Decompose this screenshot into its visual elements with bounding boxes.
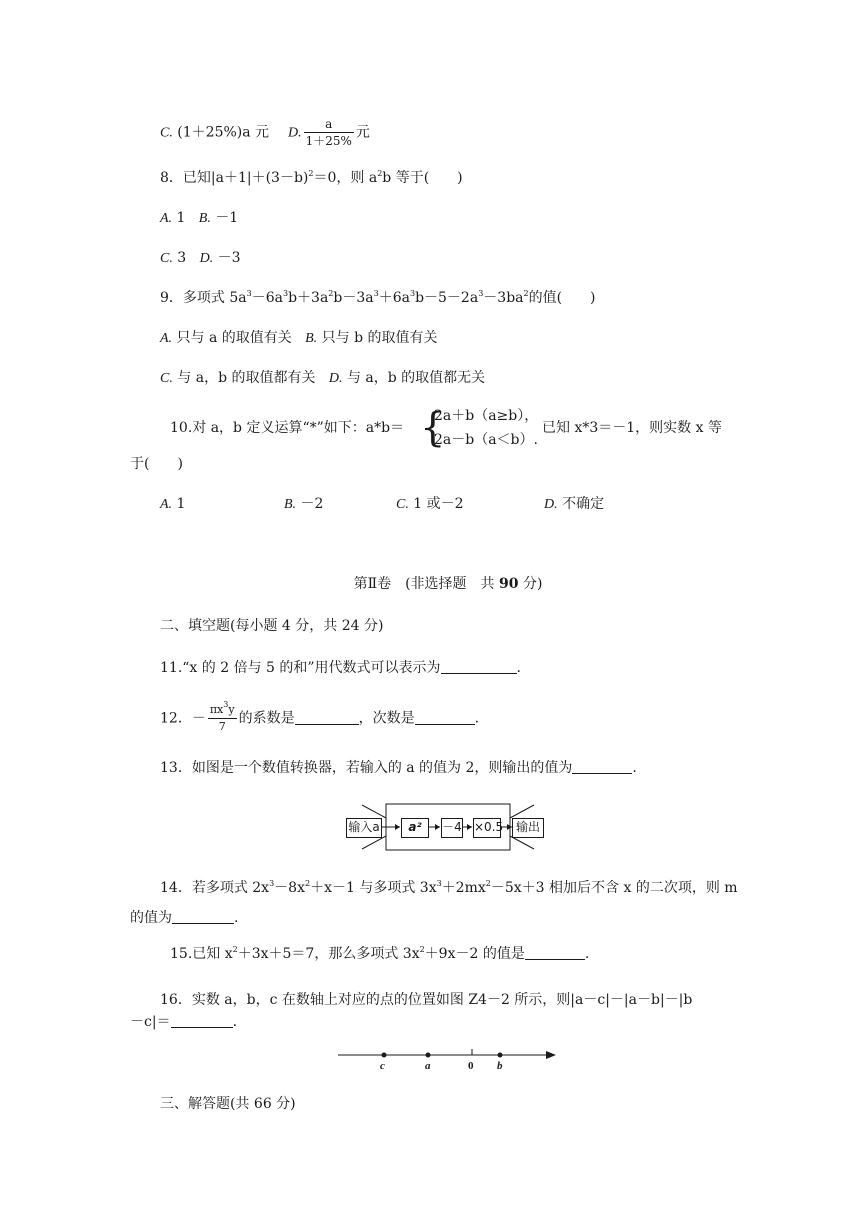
- q16-end: .: [232, 1014, 238, 1030]
- q14-p4: ＋2mx: [441, 880, 486, 896]
- q14-p1: 14．若多项式 2x: [160, 880, 270, 896]
- q13-text: 13．如图是一个数值转换器，若输入的 a 的值为 2，则输出的值为: [160, 760, 573, 776]
- q14-e1: 3: [269, 879, 275, 888]
- q9-p3: b＋3a: [288, 290, 329, 306]
- section2-title: [0, 574, 860, 594]
- q13-box-output: 输出: [512, 818, 544, 838]
- q13-box-square: a²: [401, 818, 429, 838]
- q15: [170, 944, 589, 964]
- q8-exp2: 2: [377, 169, 383, 178]
- q9-e5: 3: [409, 289, 416, 298]
- q12-blank-1[interactable]: [295, 710, 359, 725]
- q13-end: .: [632, 760, 637, 776]
- point-a: [426, 1053, 431, 1058]
- q8-b-label: B.: [198, 211, 211, 226]
- section2-title-c: 分): [518, 576, 543, 592]
- q10-b-text: －2: [300, 496, 324, 512]
- point-b: [498, 1053, 503, 1058]
- q16-number-line: [336, 1046, 560, 1066]
- q12-denominator: 7: [208, 718, 237, 735]
- q9-stem: [160, 288, 596, 308]
- q8-b-text: －1: [215, 210, 239, 226]
- q8-suffix: b 等于( ): [382, 170, 463, 186]
- q14-line2-text: 的值为: [130, 910, 172, 926]
- q8-stem: [160, 168, 463, 188]
- q10-brace: {: [420, 405, 446, 451]
- q10-a-text: 1: [176, 496, 186, 512]
- part3-heading: 三、解答题(共 66 分): [160, 1096, 296, 1112]
- q14-answer-blank[interactable]: [172, 909, 234, 924]
- q8-mid: ＝0，则 a: [313, 170, 378, 186]
- q14-e4: 2: [485, 879, 491, 888]
- q12-num-a: πx: [209, 703, 224, 716]
- q12-prefix: 12．－: [160, 710, 206, 727]
- q9-a-label: A.: [160, 331, 173, 346]
- section2-title-score: 90: [499, 576, 519, 592]
- q13-deco-line: [362, 805, 386, 818]
- q13-arrowhead: [467, 824, 472, 830]
- q9-p4: b－3a: [333, 290, 374, 306]
- q10-prefix: 10.对 a，b 定义运算“*”如下：a*b＝: [170, 420, 405, 436]
- q12-mid: 的系数是: [238, 710, 295, 727]
- q10-option-b: [284, 494, 323, 515]
- q7-option-c-label: C.: [160, 125, 173, 141]
- q9-a-text: 只与 a 的取值有关: [176, 330, 292, 346]
- q13-arrowhead: [435, 824, 440, 830]
- label-zero: 0: [468, 1060, 474, 1072]
- q12-num-e1: 3: [223, 700, 229, 709]
- q10-c-text: 1 或－2: [413, 496, 464, 512]
- q11-answer-blank[interactable]: [441, 659, 517, 674]
- q16-line2-text: －c|＝: [130, 1014, 171, 1030]
- q16-answer-blank[interactable]: [171, 1013, 233, 1028]
- q9-c-text: 与 a，b 的取值都有关: [177, 370, 316, 386]
- q9-e3: 2: [328, 289, 334, 298]
- q13-arrowhead: [395, 824, 400, 830]
- q15-answer-blank[interactable]: [525, 945, 585, 960]
- q9-d-label: D.: [328, 371, 343, 386]
- q15-p1: 15.已知 x: [170, 946, 233, 962]
- q10-a-label: A.: [160, 497, 173, 512]
- point-c: [382, 1053, 387, 1058]
- q14-end: .: [234, 910, 239, 926]
- q9-p8: 的值( ): [528, 290, 596, 306]
- q8-prefix: 8．已知|a＋1|＋(3－b): [160, 170, 309, 186]
- q13-answer-blank[interactable]: [572, 759, 632, 774]
- q10-option-c: [396, 494, 464, 515]
- q9-p1: 9．多项式 5a: [160, 290, 247, 306]
- q8-a-text: 1: [176, 210, 186, 226]
- q15-e2: 2: [419, 945, 425, 954]
- q11-text: 11.“x 的 2 倍与 5 的和”用代数式可以表示为: [160, 660, 441, 676]
- label-c: c: [380, 1060, 385, 1072]
- q12-fraction: [208, 702, 237, 735]
- q7-d-denominator: 1＋25%: [305, 134, 352, 148]
- q12: [160, 702, 479, 735]
- q12-blank-2[interactable]: [415, 710, 475, 725]
- q15-p3: ＋9x－2 的值是: [424, 946, 525, 962]
- q15-p2: ＋3x＋5＝7，那么多项式 3x: [237, 946, 420, 962]
- q9-e6: 3: [478, 289, 484, 298]
- q7-option-d-suffix: 元: [355, 124, 370, 141]
- q10-d-text: 不确定: [562, 496, 605, 512]
- q12-num-b: y: [228, 703, 235, 716]
- q14-e3: 3: [436, 879, 442, 888]
- q7-option-c-text: (1＋25%)a 元: [177, 124, 270, 141]
- q16-line2: [130, 1012, 237, 1032]
- q9-e4: 3: [373, 289, 379, 298]
- q10-c-label: C.: [396, 497, 409, 512]
- q14-p3: ＋x－1 与多项式 3x: [310, 880, 437, 896]
- q8-options-ab: [160, 208, 238, 229]
- q13-box-minus4: －4: [441, 818, 463, 838]
- q10-b-label: B.: [284, 497, 297, 512]
- q8-a-label: A.: [160, 211, 173, 226]
- q10-option-a: [160, 494, 185, 515]
- q8-options-cd: [160, 248, 241, 269]
- q11: [160, 658, 521, 678]
- q8-d-text: －3: [217, 250, 241, 266]
- q9-options-cd: [160, 368, 485, 389]
- q7-option-c: [160, 116, 370, 149]
- q7-option-d-label: D.: [287, 125, 302, 141]
- q14-line2: [130, 908, 238, 928]
- q15-e1: 2: [232, 945, 238, 954]
- label-b: b: [497, 1060, 503, 1072]
- q14-e2: 2: [304, 879, 311, 888]
- q13: [160, 758, 637, 778]
- q10-option-d: [544, 494, 604, 515]
- q16-line1: 16．实数 a，b，c 在数轴上对应的点的位置如图 Z4－2 所示，则|a－c|－|a－b|－|b: [160, 992, 693, 1008]
- q9-e7: 2: [523, 289, 529, 298]
- q14-line1: [160, 878, 738, 898]
- q14-p5: －5x＋3 相加后不含 x 的二次项，则 m: [490, 880, 738, 896]
- q10-suffix: 已知 x*3＝－1，则实数 x 等: [542, 420, 722, 436]
- q8-c-text: 3: [177, 250, 187, 266]
- q10-line2: 于( ): [130, 456, 183, 472]
- q12-end: .: [474, 710, 480, 727]
- q9-p6: b－5－2a: [415, 290, 479, 306]
- q10-case1: 2a＋b（a≥b），: [434, 408, 539, 424]
- q9-b-label: B.: [305, 331, 318, 346]
- q7-d-numerator: a: [325, 117, 333, 131]
- q15-end: .: [584, 946, 590, 962]
- q14-p2: －8x: [274, 880, 305, 896]
- part2-heading: 二、填空题(每小题 4 分，共 24 分): [160, 618, 384, 634]
- q13-box-times05: ×0.5: [473, 818, 501, 838]
- q13-box-input: 输入a: [346, 818, 382, 838]
- q9-e2: 3: [282, 289, 289, 298]
- q9-b-text: 只与 b 的取值有关: [321, 330, 438, 346]
- q12-numerator: [208, 702, 237, 718]
- q8-exp1: 2: [308, 169, 314, 178]
- q10-case2: 2a－b（a＜b）.: [434, 432, 538, 448]
- q12-mid2: ，次数是: [358, 710, 415, 727]
- q9-e1: 3: [246, 289, 252, 298]
- q9-options-ab: [160, 328, 438, 349]
- label-a: a: [425, 1060, 431, 1072]
- q8-c-label: C.: [160, 251, 173, 266]
- q9-c-label: C.: [160, 371, 173, 386]
- q7-option-d-fraction: [304, 116, 354, 149]
- number-line-arrowhead: [546, 1051, 556, 1059]
- q8-d-label: D.: [199, 251, 214, 266]
- q9-p2: －6a: [251, 290, 283, 306]
- q13-deco-line: [510, 805, 534, 818]
- q9-p5: ＋6a: [378, 290, 410, 306]
- q9-d-text: 与 a，b 的取值都无关: [346, 370, 486, 386]
- q10-d-label: D.: [544, 497, 558, 512]
- q11-end: .: [516, 660, 521, 676]
- q9-p7: －3ba: [483, 290, 524, 306]
- section2-title-a: 第Ⅱ卷 (非选择题 共: [353, 576, 500, 592]
